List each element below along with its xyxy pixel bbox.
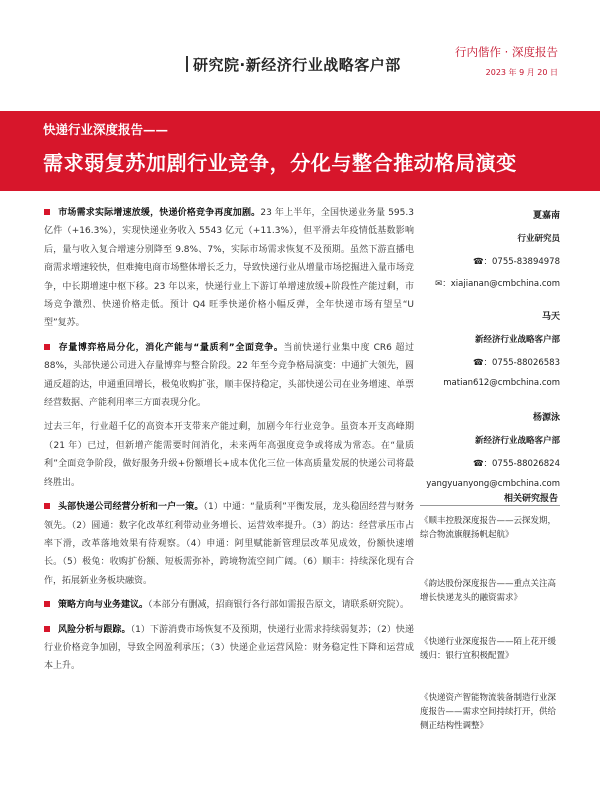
header-department — [186, 54, 401, 75]
main-content — [44, 204, 414, 682]
analyst-title: 新经济行业战略客户部 — [474, 335, 560, 345]
related-reports-heading: 相关研究报告 — [503, 494, 558, 504]
paragraph-lead: 策略方向与业务建议。 — [58, 600, 149, 611]
analyst-name: 夏嘉南 — [532, 211, 560, 221]
bullet-icon — [44, 601, 50, 607]
bullet-icon — [44, 209, 50, 215]
bullet-icon — [44, 503, 50, 509]
analyst-phone: ☎：0755-83894978 — [472, 257, 560, 267]
analyst-card — [418, 305, 560, 406]
analyst-email[interactable]: ✉：xiajianan@cmbchina.com — [435, 279, 560, 289]
related-report-item[interactable]: 《快递资产智能物流装备制造行业深度报告——需求空间持续打开，供给侧正结构性调整》 — [420, 693, 557, 731]
paragraph — [44, 498, 414, 590]
related-report-item[interactable]: 《顺丰控股深度报告——云探发期，综合物流旗舰扬帆起航》 — [420, 516, 557, 540]
paragraph-text: 23 年上半年，全国快递业务量 595.3 亿件（+16.3%），实现快递业务收入 5543 亿元（+11.3%），但平滑去年疫情低基数影响后，量与收入复合增速分别降至 9.8%、7%，实际市场需求恢复不及预期。虽然下游直播电商需求增速较快，但难掩电商市场整体增长乏力，导致快递行业从增量市场挖掘进入量市场竞争，中长期增速中枢下移。23 年以来，快递行业上下游订单增速放缓+阶段性产能过剩，市场竞争激烈、快递价格走低。预计 Q4 旺季快递价格小幅反弹，全年快递市场有望呈“U 型”复苏。 — [44, 208, 414, 329]
report-type: 行内偕作 · 深度报告 — [455, 45, 558, 59]
paragraph — [44, 339, 414, 413]
paragraph-lead: 市场需求实际增速放缓，快递价格竞争再度加剧。 — [58, 208, 261, 218]
paragraph-text: （1）下游消费市场恢复不及预期，快递行业需求持续弱复苏；（2）快递行业价格竞争加剧，导致全网盈利承压；（3）快递企业运营风险：财务稳定性下降和运营成本上升。 — [44, 624, 414, 672]
related-divider — [420, 505, 560, 506]
paragraph-text: （本部分有删减，招商银行各行部如需报告原文，请联系研究院）。 — [148, 600, 410, 611]
divider-bar — [186, 56, 188, 72]
paragraph-text: 当前快递行业集中度 CR6 超过 88%，头部快递公司进入存量博弈与整合阶段。22 年至今竞争格局演变：中通扩大领先，圆通反超韵达，申通重回增长，极兔收购扩张，顺丰保持稳定，头部快递公司在业务增速、单票经营数据、产能利用率三方面表现分化。 — [44, 342, 414, 409]
banner-title: 需求弱复苏加剧行业竞争，分化与整合推动格局演变 — [43, 151, 517, 175]
related-report-item[interactable]: 《快递行业深度报告——陌上花开缓缓归：银行宜积极配置》 — [420, 637, 557, 661]
analyst-title: 行业研究员 — [517, 234, 560, 244]
analyst-name: 杨源泳 — [532, 413, 560, 423]
analyst-title: 新经济行业战略客户部 — [474, 436, 560, 446]
related-report-item[interactable]: 《韵达股份深度报告——重点关注高增长快递龙头的融资需求》 — [420, 579, 557, 603]
analyst-name: 马天 — [541, 312, 560, 322]
paragraph-text: （1）中通：“量质利”平衡发展，龙头稳固经营与财务领先。（2）圆通：数字化改革红利带动业务增长、运营效率提升。（3）韵达：经营承压市占率下滑，改革落地效果有待观察。（4）申通：阿里赋能新管理层改革见成效，份额快速增长。（5）极兔：收购扩份额、短板需弥补，跨境物流空间广阔。（6）顺丰：持续深化现有合作，拓展新业务板块融资。 — [44, 502, 414, 586]
analyst-sidebar — [418, 204, 560, 507]
paragraph — [44, 621, 414, 676]
bullet-icon — [44, 626, 50, 632]
paragraph-lead: 头部快递公司经营分析和一户一策。 — [58, 502, 204, 513]
analyst-email[interactable]: yangyuanyong@cmbchina.com — [426, 479, 560, 489]
title-banner — [0, 111, 600, 191]
bullet-icon — [44, 344, 50, 350]
paragraph — [44, 418, 414, 492]
banner-subtitle: 快递行业深度报告—— — [43, 122, 169, 137]
paragraph — [44, 204, 414, 333]
department-label: 研究院·新经济行业战略客户部 — [193, 56, 401, 74]
paragraph-lead: 风险分析与跟踪。 — [58, 624, 131, 635]
analyst-phone: ☎：0755-88026583 — [472, 358, 560, 368]
report-date: 2023 年 9 月 20 日 — [485, 68, 558, 77]
paragraph-text: 过去三年，行业超千亿的高资本开支带来产能过剩，加剧今年行业竞争。虽资本开支高峰期（21 年）已过，但新增产能需要时间消化，未来两年高强度竞争或将成为常态。在“量质利”全面竞争阶段，做好服务升级+份额增长+成本优化三位一体高质量发展的快递公司将最终胜出。 — [44, 422, 414, 488]
paragraph-lead: 存量博弈格局分化，消化产能与“量质利”全面竞争。 — [58, 342, 284, 353]
paragraph — [44, 596, 414, 614]
analyst-card — [418, 204, 560, 305]
analyst-phone: ☎：0755-88026824 — [472, 459, 560, 469]
analyst-email[interactable]: matian612@cmbchina.com — [443, 378, 560, 388]
